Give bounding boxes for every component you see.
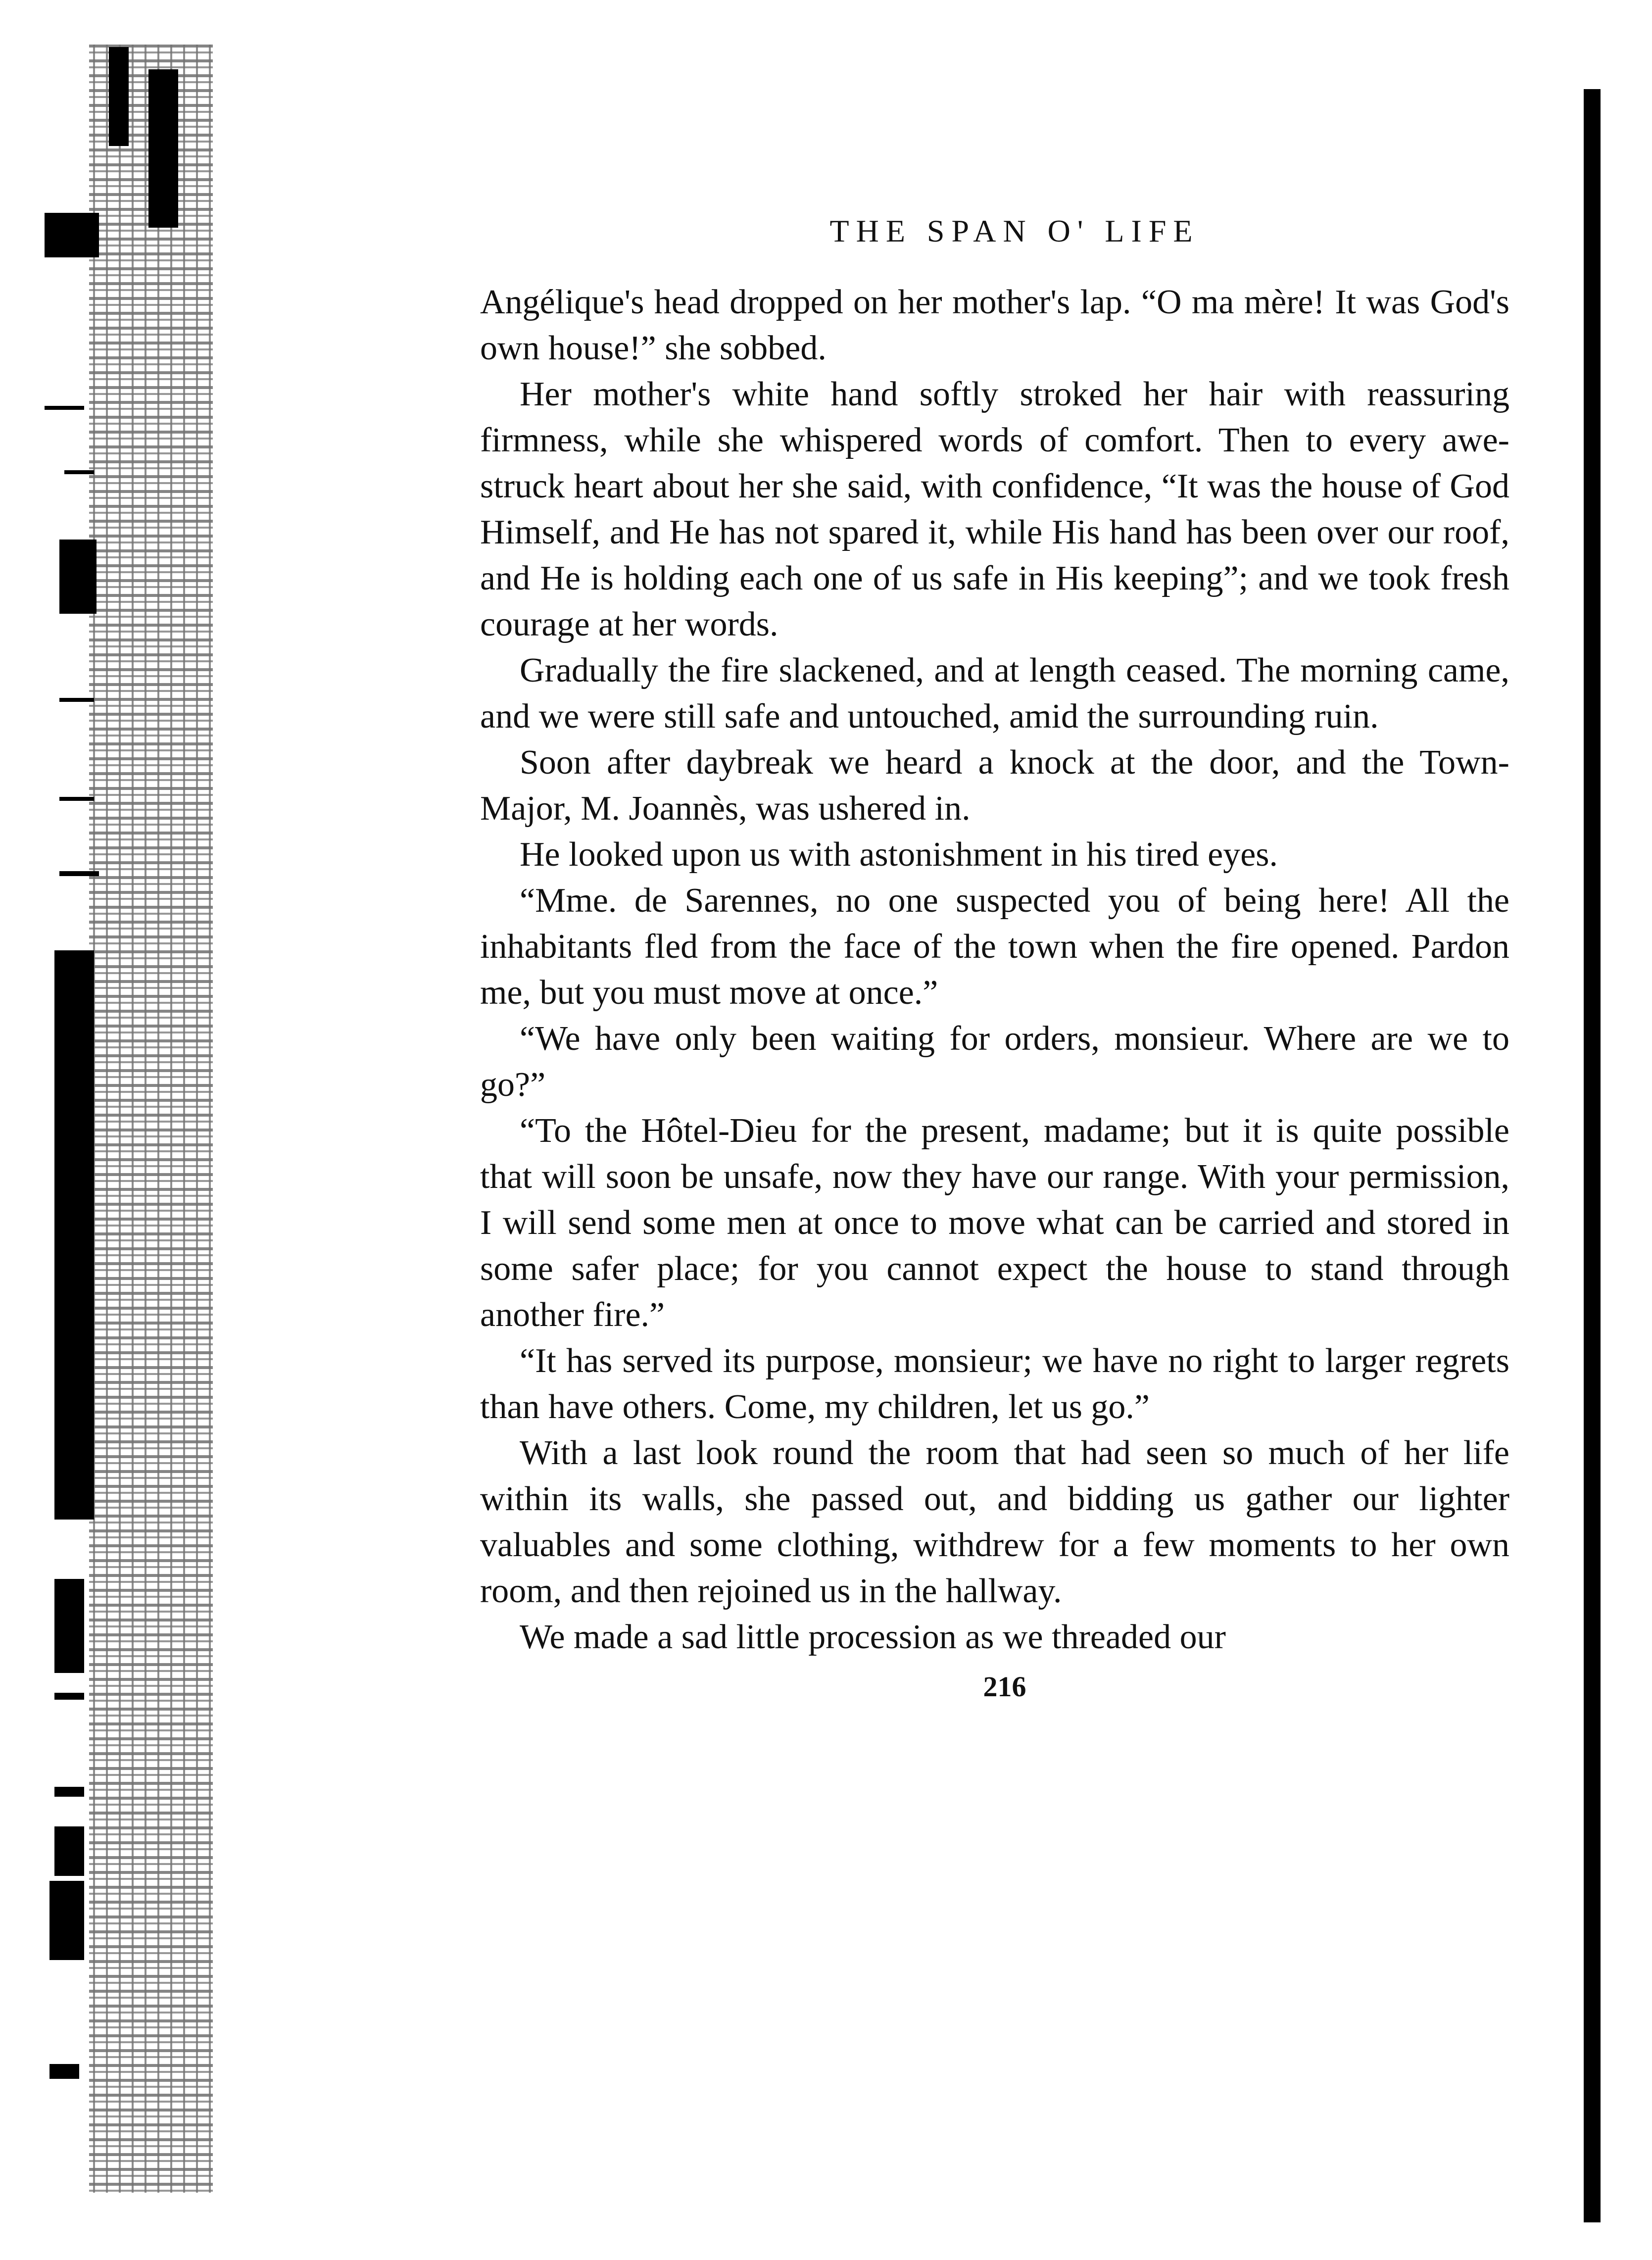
body-text [480, 279, 1509, 1660]
gutter-mark [49, 1881, 84, 1960]
gutter-mark [59, 871, 99, 876]
paragraph: “We have only been waiting for orders, monsieur. Where are we to go?” [480, 1020, 1509, 1104]
paragraph: Soon after daybreak we heard a knock at the door, and the Town-Major, M. Joannès, was ushered in. [480, 743, 1509, 828]
scan-noise-strip [89, 45, 213, 2193]
scan-edge-bar [1584, 89, 1601, 2222]
gutter-mark [59, 698, 94, 702]
gutter-mark [59, 540, 97, 614]
paragraph: We made a sad little procession as we threaded our [520, 1618, 1226, 1656]
paragraph: “It has served its purpose, monsieur; we have no right to larger regrets than have others. Come, my children, let us go.” [480, 1342, 1509, 1426]
scanned-gutter [0, 0, 228, 2260]
gutter-mark [54, 1579, 84, 1673]
gutter-mark [148, 69, 178, 228]
paragraph: Gradually the fire slackened, and at length ceased. The morning came, and we were still safe and untouched, amid the surrounding ruin. [480, 651, 1509, 736]
paragraph: “Mme. de Sarennes, no one suspected you of being here! All the inhabitants fled from the face of the town when the fire opened. Pardon me, but you must move at once.” [480, 882, 1509, 1012]
book-page [480, 213, 1509, 1703]
gutter-mark [45, 213, 99, 257]
paragraph: “To the Hôtel-Dieu for the present, madame; but it is quite possible that will soon be unsafe, now they have our range. With your permission, I will send some men at once to move what can be carried and stored in some safer place; for you cannot expect the house to stand through another fire.” [480, 1112, 1509, 1334]
paragraph: Her mother's white hand softly stroked her hair with reassuring firmness, while she whispered words of comfort. Then to every awe-struck heart about her she said, with confidence, “It was the house of God Himself, and He has not spared it, while His hand has been over our roof, and He is holding each one of us safe in His keeping”; and we took fresh courage at her words. [480, 375, 1509, 643]
gutter-mark [54, 950, 94, 1520]
running-head: THE SPAN O' LIFE [829, 213, 1200, 248]
paragraph: With a last look round the room that had seen so much of her life within its walls, she passed out, and bidding us gather our lighter valuables and some clothing, withdrew for a few moments to her own room, and then rejoined us in the hallway. [480, 1434, 1509, 1610]
gutter-mark [54, 1693, 84, 1700]
page-number: 216 [983, 1670, 1026, 1703]
gutter-mark [109, 47, 129, 146]
gutter-mark [54, 1787, 84, 1797]
gutter-mark [45, 406, 84, 410]
paragraph: He looked upon us with astonishment in his tired eyes. [520, 835, 1278, 874]
gutter-mark [64, 470, 94, 474]
gutter-mark [49, 2064, 79, 2079]
gutter-mark [54, 1826, 84, 1876]
paragraph: Angélique's head dropped on her mother's lap. “O ma mère! It was God's own house!” she sobbed. [480, 283, 1509, 367]
gutter-mark [59, 797, 94, 801]
